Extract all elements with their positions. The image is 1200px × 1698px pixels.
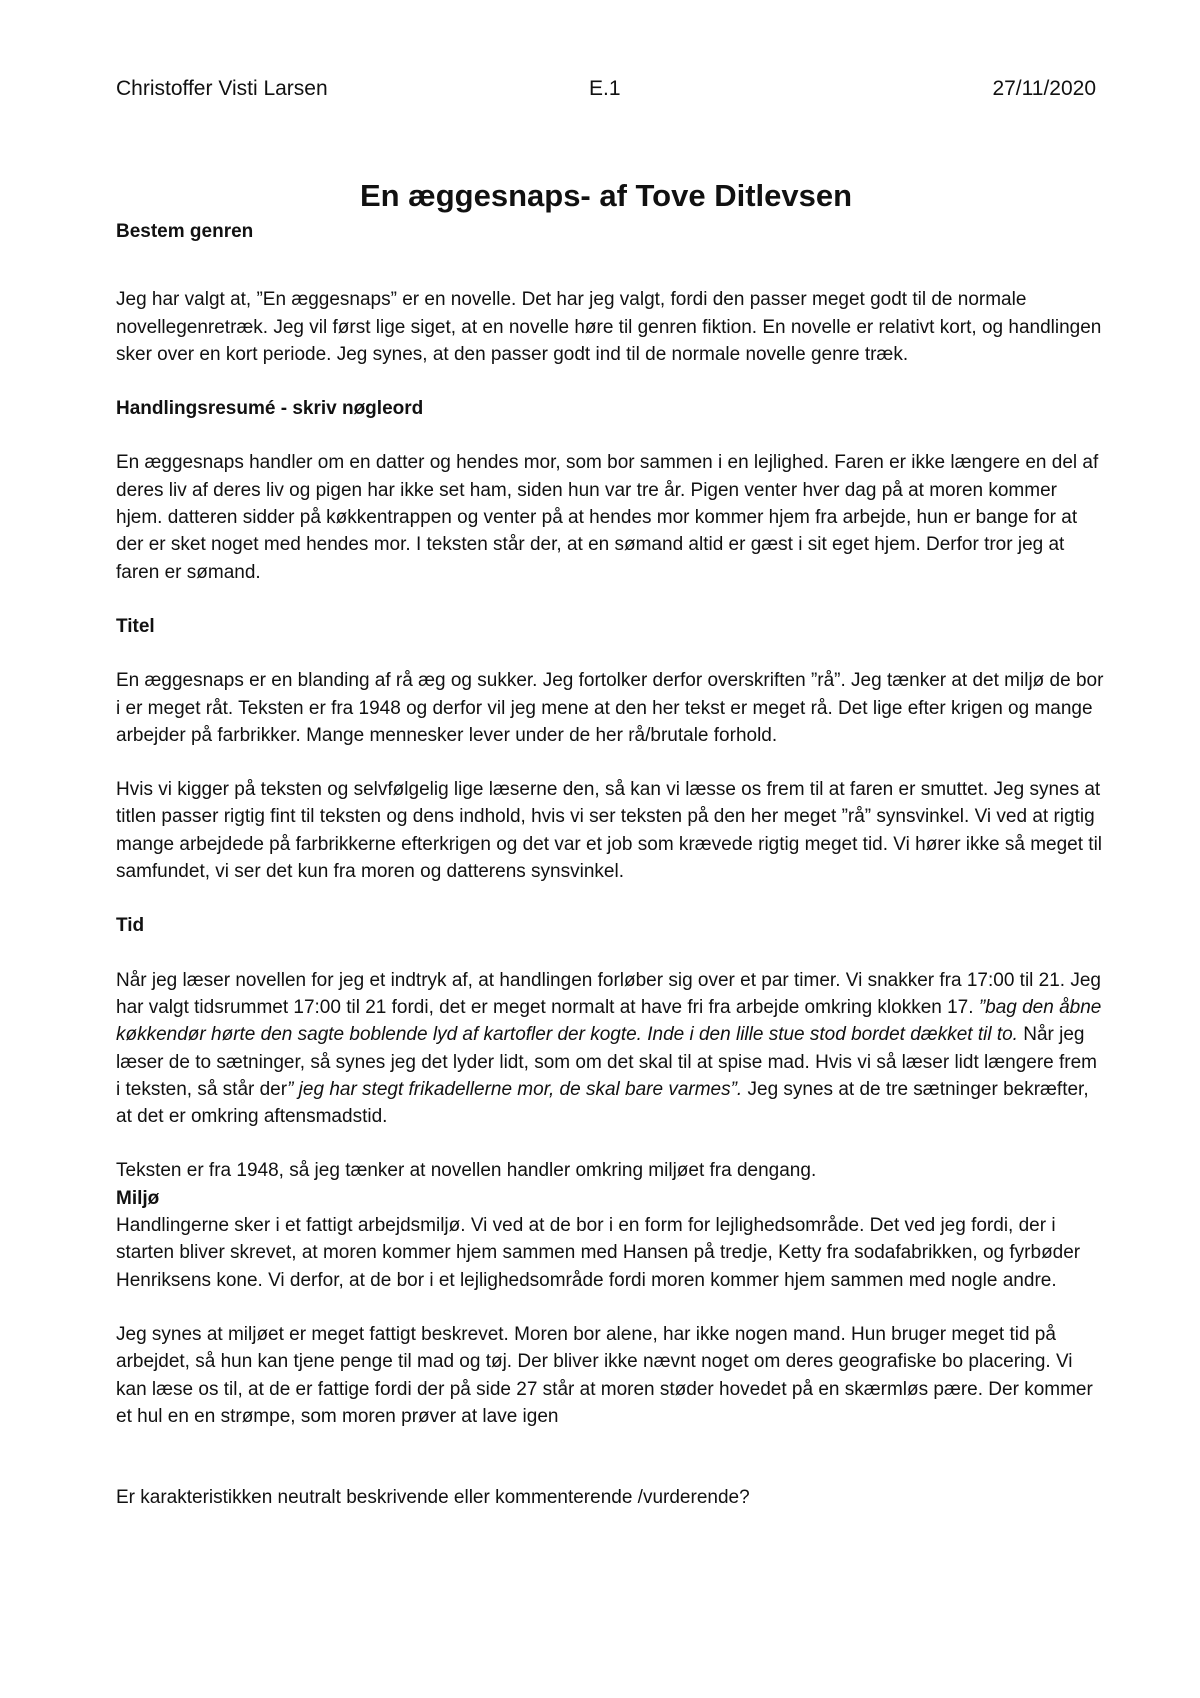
heading-resume: Handlingsresumé - skriv nøgleord [116, 398, 424, 420]
tid-quote-1: ”bag den åbne køkkendør hørte den sagte boblende lyd af kartofler der kogte. Inde i den lille stue stod bordet dækket til to. [116, 996, 1102, 1046]
heading-genre: Bestem genren [116, 221, 254, 242]
header-author: Christoffer Visti Larsen [116, 77, 328, 100]
paragraph-tid-2: Teksten er fra 1948, så jeg tænker at novellen handler omkring miljøet fra dengang. [116, 1160, 817, 1182]
paragraph-resume: En æggesnaps handler om en datter og hendes mor, som bor sammen i en lejlighed. Faren er ikke længere en del af deres liv af deres liv og pigen har ikke set ham, siden hun var tre år. Pigen venter hver dag på at moren kommer hjem. datteren sidder på køkkentrappen og venter på at hendes mor kommer hjem fra arbejde, hun er bange for at der er sket noget med hendes mor. I teksten står der, at en sømand altid er gæst i sit eget hjem. Derfor tror jeg at faren er sømand. [116, 452, 1099, 583]
heading-titel: Titel [116, 615, 155, 637]
heading-miljo: Miljø [116, 1187, 160, 1209]
tid-text-c: Jeg synes at de tre sætninger bekræfter, at det er omkring aftensmadstid. [116, 1078, 1089, 1128]
paragraph-titel-2: Hvis vi kigger på teksten og selvfølgelig lige læserne den, så kan vi læsse os frem til at faren er smuttet. Jeg synes at titlen passer rigtig fint til teksten og dens indhold, hvis vi ser teksten på den her meget ”rå” synsvinkel. Vi ved at rigtig mange arbejdede på farbrikkerne efterkrigen og det var et job som krævede rigtig meget tid. Vi hører ikke så meget til samfundet, vi ser det kun fra moren og datterens synsvinkel. [116, 779, 1103, 883]
paragraph-tid-1 [116, 967, 1106, 1131]
tid-quote-2: ” jeg har stegt frikadellerne mor, de skal bare varmes”. [287, 1078, 743, 1100]
paragraph-miljo-1: Handlingerne sker i et fattigt arbejdsmiljø. Vi ved at de bor i en form for lejlighedsområde. Det ved jeg fordi, der i starten bliver skrevet, at moren kommer hjem sammen med Hansen på tredje, Ketty fra sodafabrikken, og fyrbøder Henriksens kone. Vi derfor, at de bor i et lejlighedsområde fordi moren kommer hjem sammen med nogle andre. [116, 1215, 1081, 1291]
header-class: E.1 [589, 77, 621, 100]
document-title: En æggesnaps- af Tove Ditlevsen [359, 178, 853, 213]
paragraph-titel-1: En æggesnaps er en blanding af rå æg og sukker. Jeg fortolker derfor overskriften ”rå”. Jeg tænker at det miljø de bor i er meget råt. Teksten er fra 1948 og derfor vil jeg mene at den her tekst er meget rå. Det lige efter krigen og mange arbejder på farbrikker. Mange mennesker lever under de her rå/brutale forhold. [116, 670, 1104, 746]
header-date: 27/11/2020 [992, 77, 1096, 100]
document-body [116, 218, 1106, 1511]
page-header [116, 74, 1096, 104]
paragraph-miljo-2: Jeg synes at miljøet er meget fattigt beskrevet. Moren bor alene, har ikke nogen mand. Hun bruger meget tid på arbejdet, så hun kan tjene penge til mad og tøj. Der bliver ikke nævnt noget om deres geografiske bo placering. Vi kan læse os til, at de er fattige fordi der på side 27 står at moren støder hovedet på en skærmløs pære. Der kommer et hul en en strømpe, som moren prøver at lave igen [116, 1323, 1093, 1427]
tid-text-a: Når jeg læser novellen for jeg et indtryk af, at handlingen forløber sig over et par timer. Vi snakker fra 17:00 til 21. Jeg har valgt tidsrummet 17:00 til 21 fordi, det er meget normalt at have fri fra arbejde omkring klokken 17. [116, 969, 1101, 1018]
paragraph-genre: Jeg har valgt at, ”En æggesnaps” er en novelle. Det har jeg valgt, fordi den passer meget godt til de normale novellegenretræk. Jeg vil først lige siget, at en novelle høre til genren fiktion. En novelle er relativt kort, og handlingen sker over en kort periode. Jeg synes, at den passer godt ind til de normale novelle genre træk. [116, 289, 1102, 365]
closing-question: Er karakteristikken neutralt beskrivende eller kommenterende /vurderende? [116, 1487, 750, 1509]
heading-tid: Tid [116, 915, 145, 937]
tid-text-b: Når jeg læser de to sætninger, så synes jeg det lyder lidt, som om det skal til at spise mad. Hvis vi så læser lidt længere frem i teksten, så står der [116, 1024, 1098, 1100]
